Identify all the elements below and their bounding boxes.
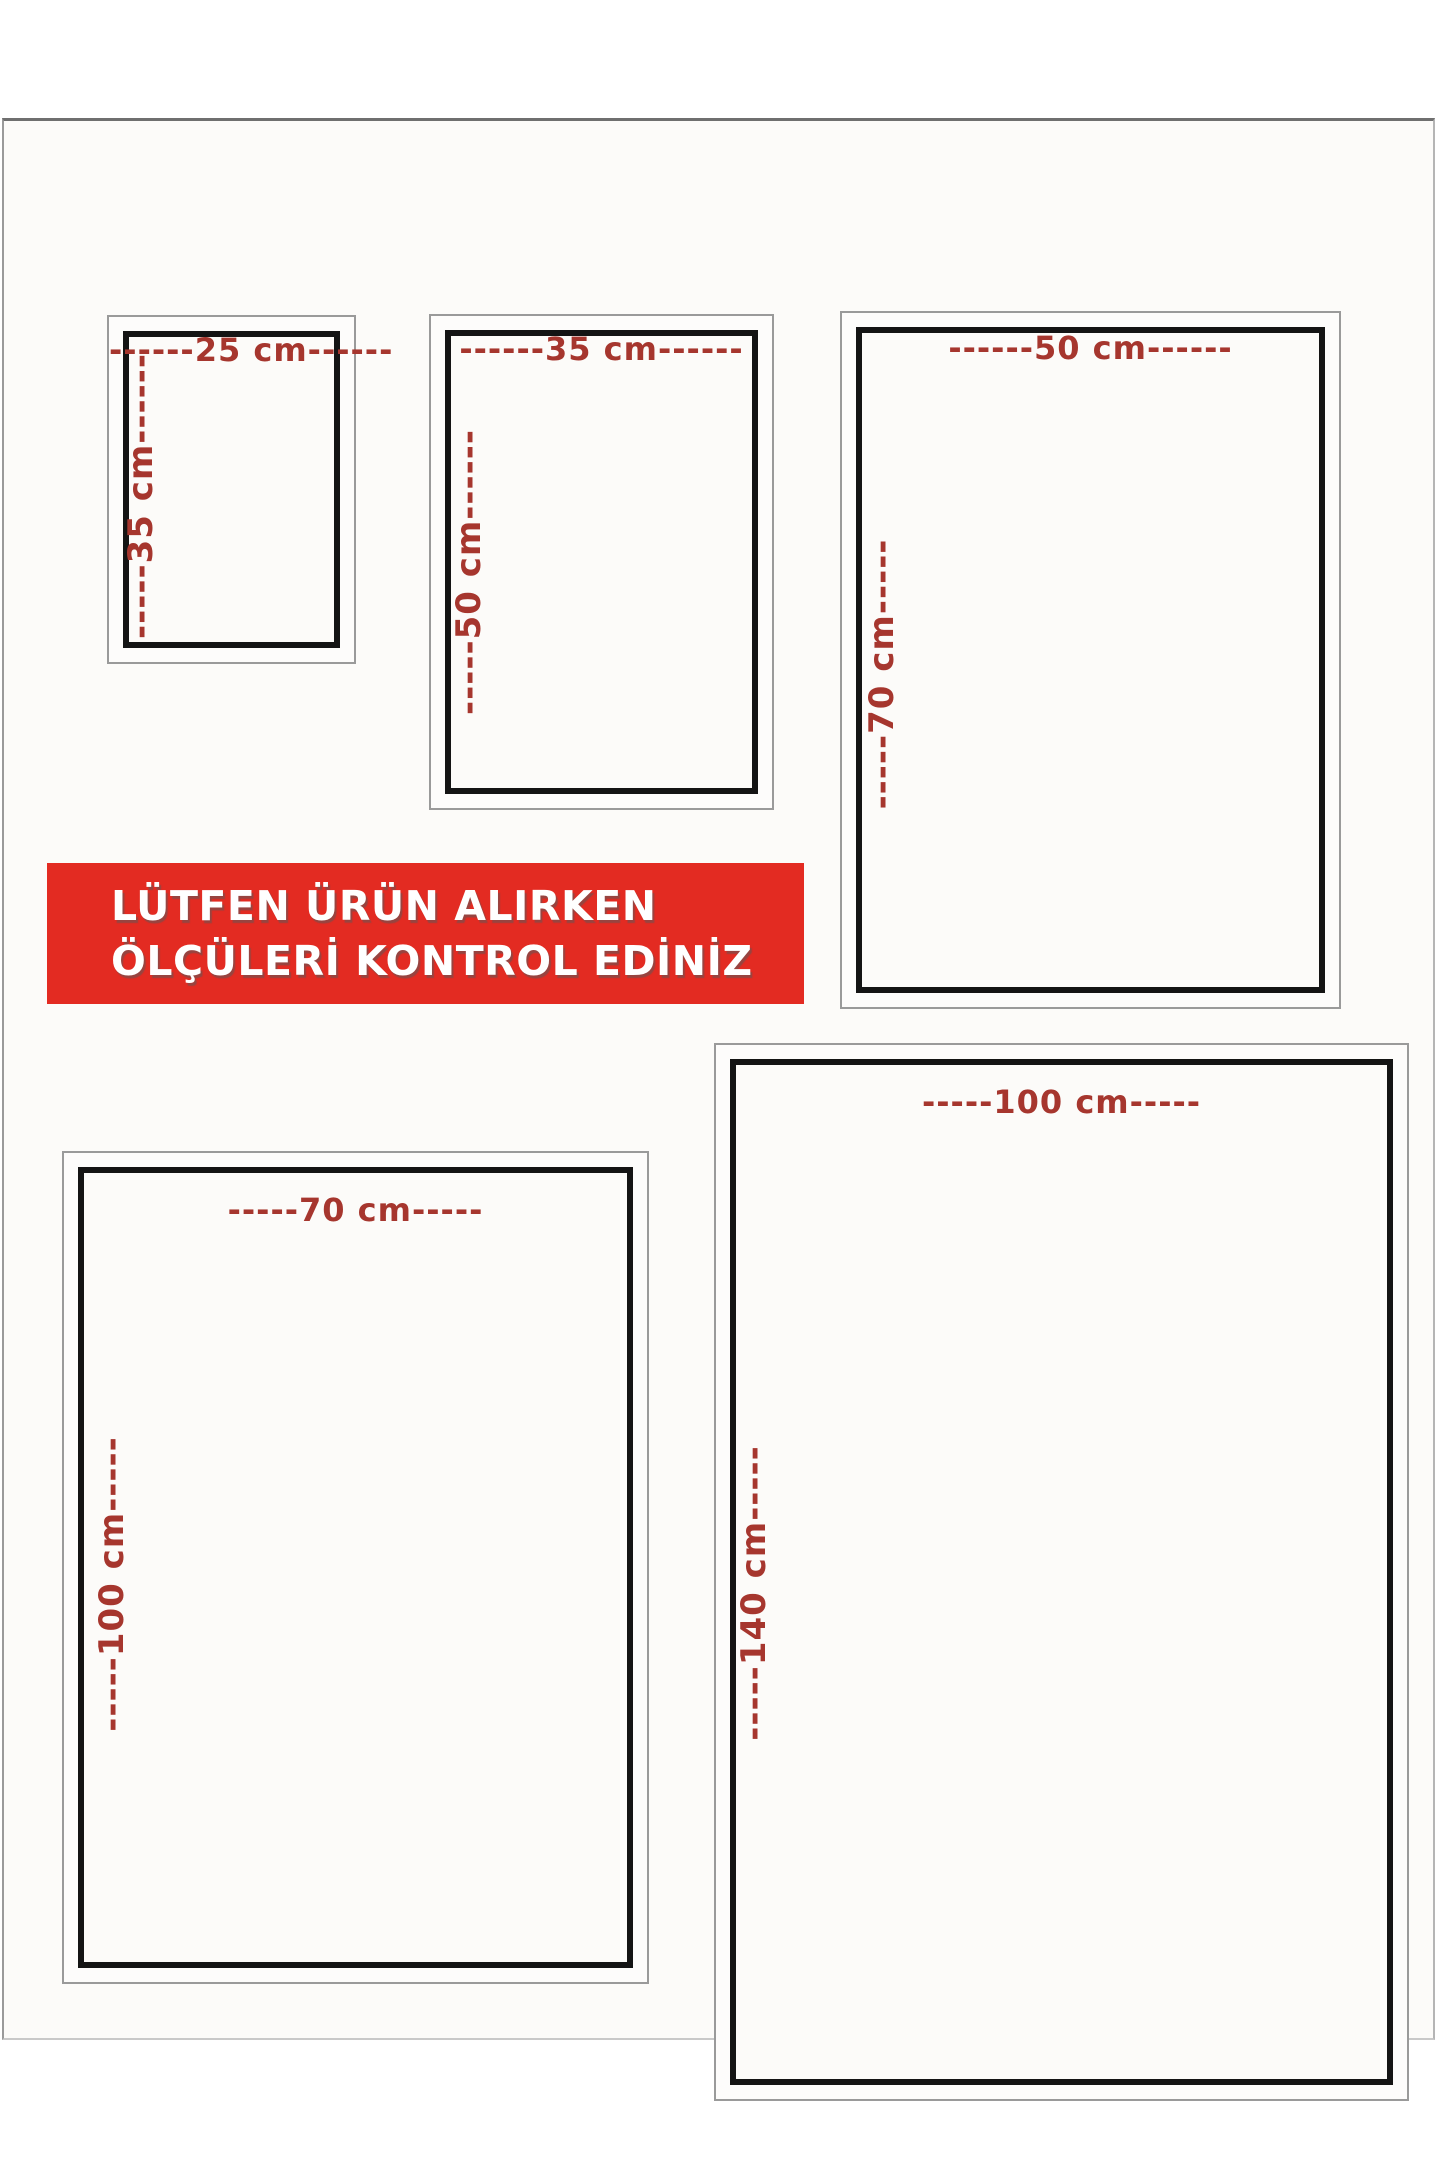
height-label-100cm: -----100 cm----- — [92, 1436, 132, 1732]
width-label-70cm: -----70 cm----- — [227, 1191, 484, 1229]
content-frame — [2, 118, 1435, 2040]
height-label-70cm: -----70 cm----- — [862, 538, 902, 810]
width-label-50cm: ------50 cm------ — [948, 329, 1233, 367]
size-box-35x50 — [429, 314, 774, 810]
size-box-100x140-inner-border — [730, 1059, 1393, 2085]
width-label-25cm: ------25 cm------ — [109, 331, 394, 369]
size-box-70x100 — [62, 1151, 649, 1984]
height-label-35cm: -----35 cm------ — [121, 353, 161, 640]
width-label-35cm: ------35 cm------ — [459, 330, 744, 368]
height-label-50cm: -----50 cm------ — [449, 428, 489, 715]
width-label-100cm: -----100 cm----- — [921, 1083, 1202, 1121]
size-box-35x50-inner-border — [445, 330, 758, 794]
size-box-70x100-inner-border — [78, 1167, 633, 1968]
warning-banner — [47, 863, 804, 1004]
warning-banner-line1: LÜTFEN ÜRÜN ALIRKEN — [111, 882, 657, 930]
size-box-100x140 — [714, 1043, 1409, 2101]
height-label-140cm: -----140 cm----- — [734, 1445, 774, 1741]
size-box-25x35 — [107, 315, 394, 664]
warning-banner-line2: ÖLÇÜLERİ KONTROL EDİNİZ — [111, 937, 753, 985]
size-box-50x70-inner-border — [856, 327, 1325, 993]
size-box-50x70 — [840, 311, 1341, 1009]
